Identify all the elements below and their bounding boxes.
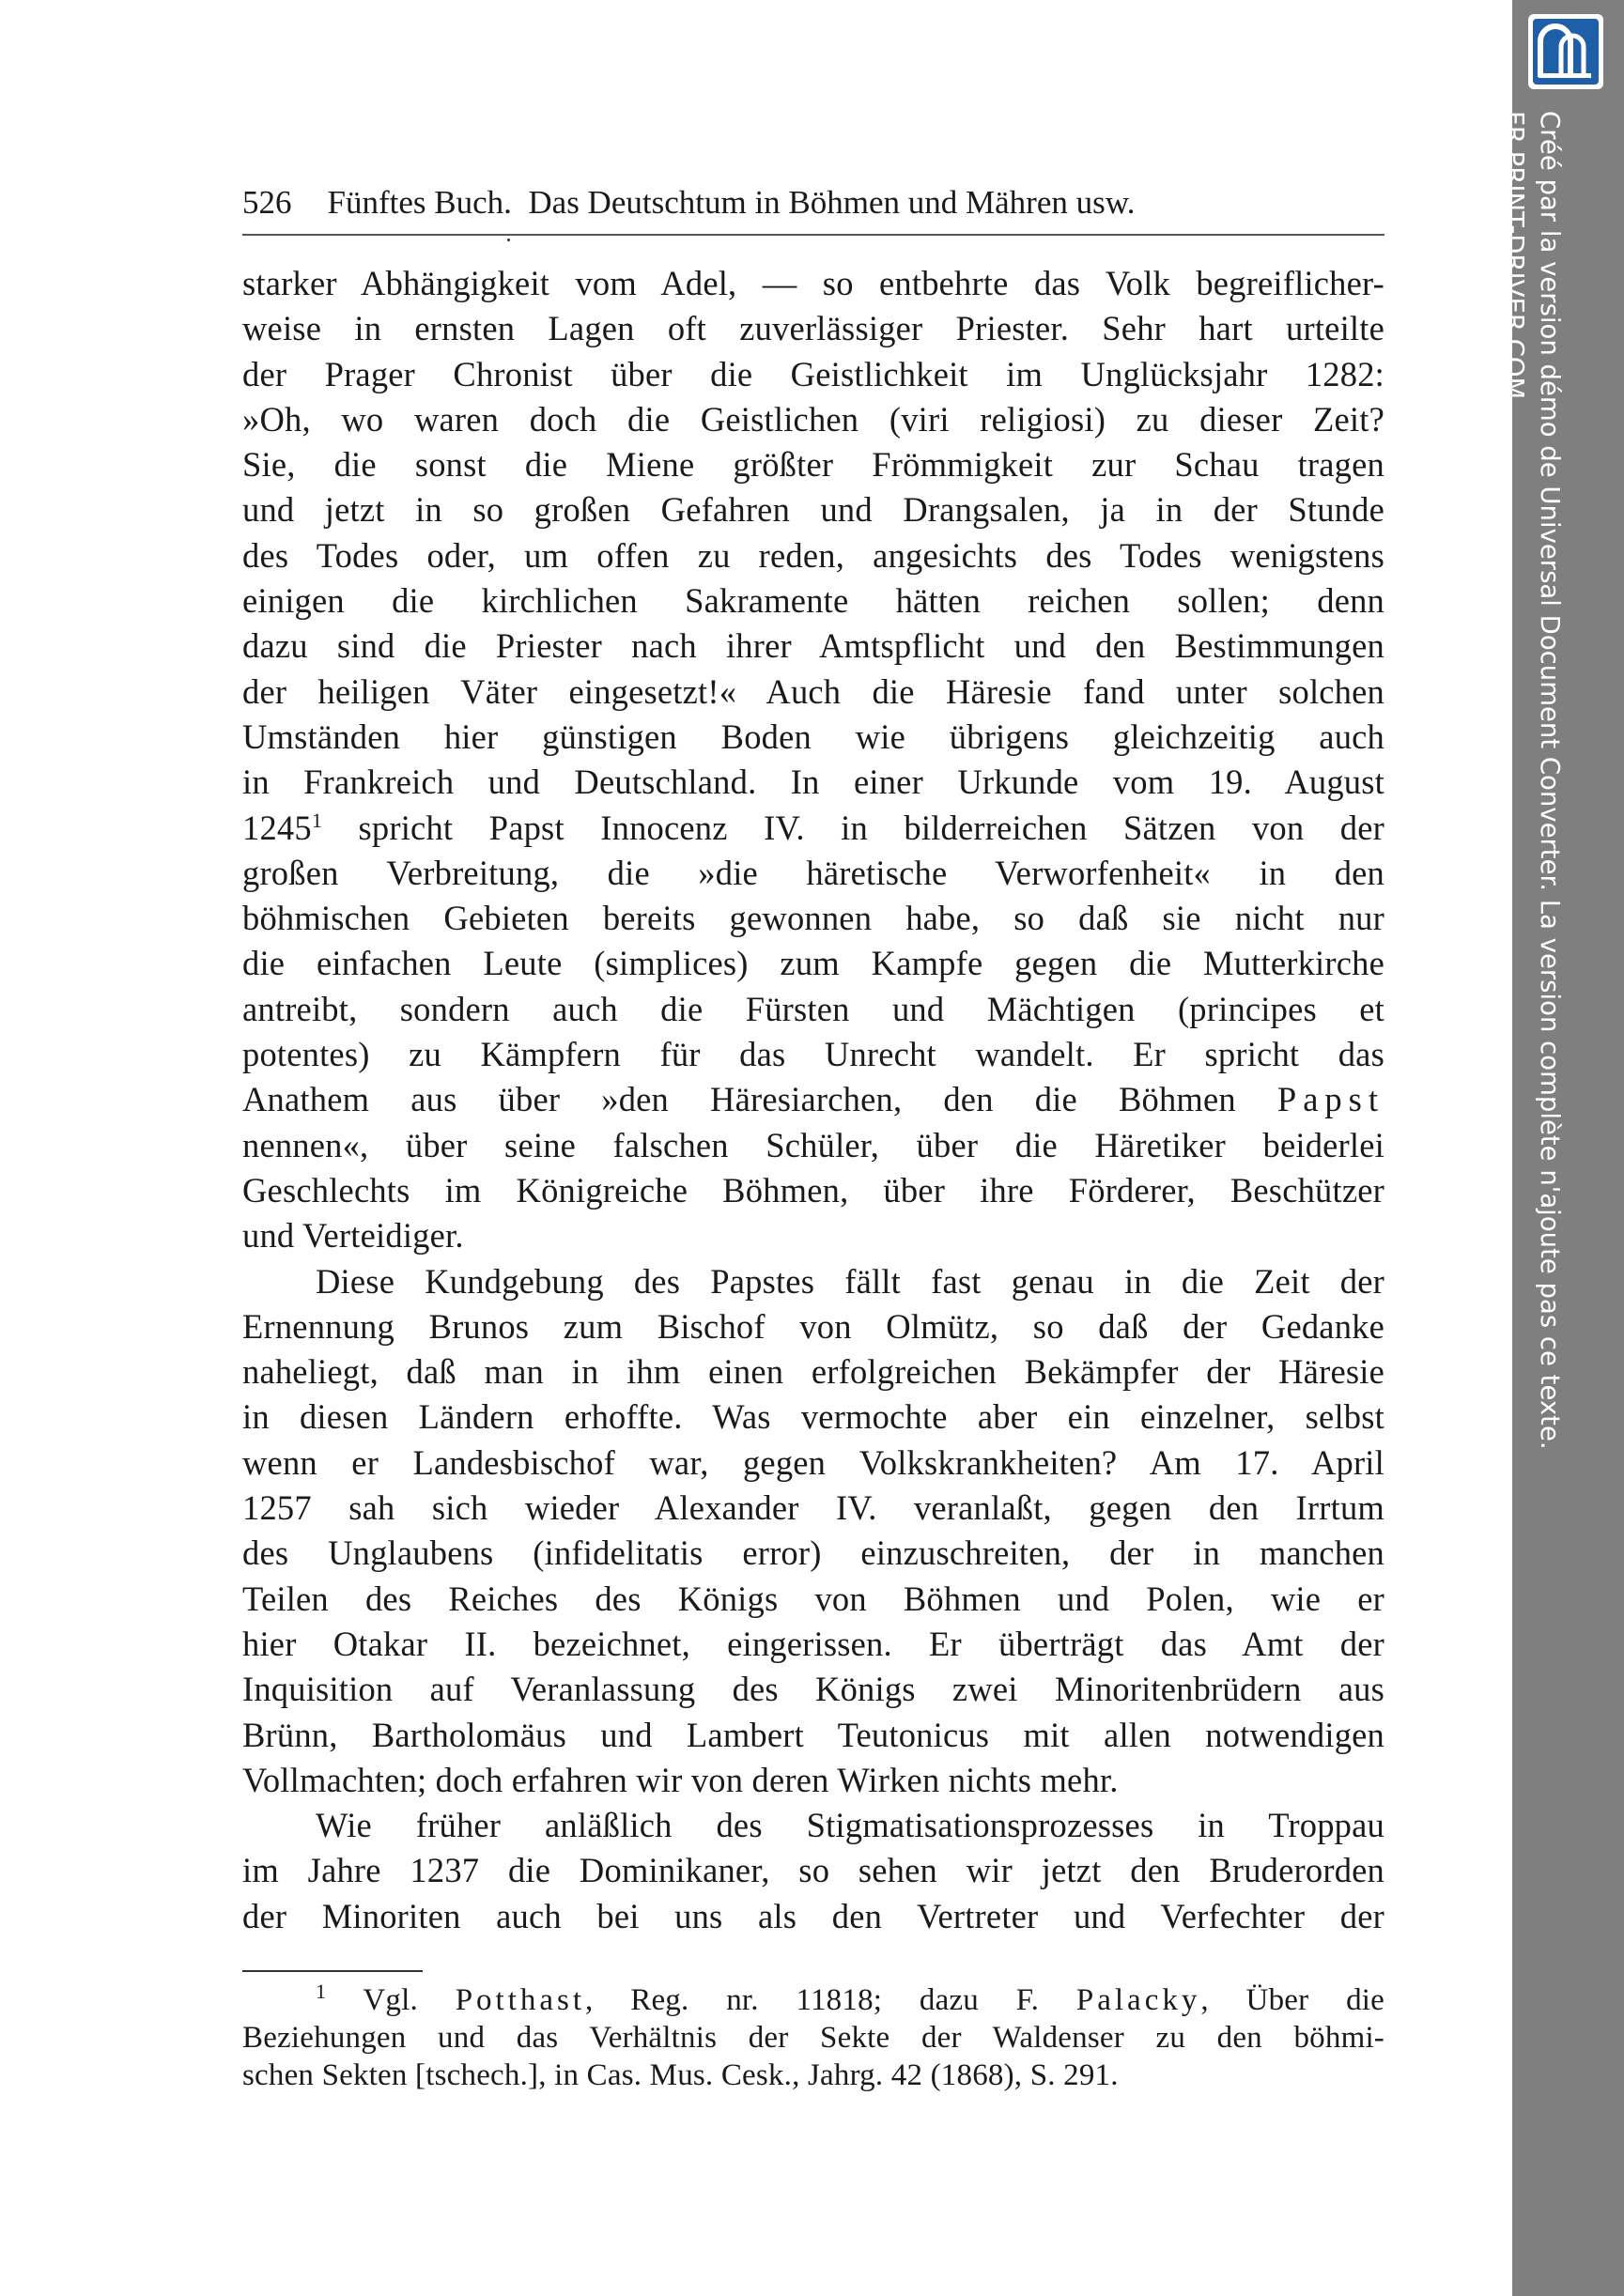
watermark-line-2: FR.PRINT-DRIVER.COM — [1499, 111, 1529, 400]
text-line: hier Otakar II. bezeichnet, eingerissen. Er überträgt das Amt der — [242, 1624, 1384, 1663]
header-rule — [242, 234, 1384, 236]
text-line: der Prager Chronist über die Geistlichkeit im Unglücksjahr 1282: — [242, 354, 1384, 393]
text-line: naheliegt, daß man in ihm einen erfolgreichen Bekämpfer der Häresie — [242, 1352, 1384, 1392]
watermark-text — [1496, 111, 1568, 1450]
text-line: in diesen Ländern erhoffte. Was vermochte aber ein einzelner, selbst — [242, 1397, 1384, 1437]
text-line: Inquisition auf Veranlassung des Königs zwei Minoritenbrüdern aus — [242, 1670, 1384, 1709]
text-line — [242, 809, 1384, 847]
text-line: und Verteidiger. — [242, 1216, 464, 1256]
udc-logo-icon — [1527, 13, 1604, 90]
text-line: der heiligen Väter eingesetzt!« Auch die Häresie fand unter solchen — [242, 671, 1384, 711]
text-fragment: Vgl. — [326, 1983, 456, 2017]
text-line: dazu sind die Priester nach ihrer Amtspflicht und den Bestimmungen — [242, 626, 1384, 666]
text-line: Vollmachten; doch erfahren wir von deren Wirken nichts mehr. — [242, 1760, 1119, 1799]
footnote-end — [242, 2057, 1384, 2094]
footnote-rule — [242, 1970, 423, 1972]
text-fragment: Anathem aus über »den Häresiarchen, den die Böhmen — [242, 1080, 1277, 1119]
text-line: der Minoriten auch bei uns als den Vertreter und Verfechter der — [242, 1896, 1384, 1935]
text-line: nennen«, über seine falschen Schüler, über die Häretiker beiderlei — [242, 1125, 1384, 1164]
text-line: Brünn, Bartholomäus und Lambert Teutonicus mit allen notwendigen — [242, 1715, 1384, 1754]
paragraph-3 — [242, 1803, 1384, 1939]
text-line: Wie früher anläßlich des Stigmatisationsprozesses in Troppau — [316, 1806, 1384, 1845]
watermark-line-1: Créé par la version démo de Universal Document Converter. La version complète n'ajoute pas ce texte. — [1535, 111, 1565, 1450]
text-fragment: spricht Papst Innocenz IV. in bilderreichen Sätzen von der — [322, 808, 1384, 847]
text-line — [316, 1980, 1384, 2017]
text-line: wenn er Landesbischof war, gegen Volkskrankheiten? Am 17. April — [242, 1442, 1384, 1482]
text-line — [242, 1080, 1384, 1118]
text-line: Teilen des Reiches des Königs von Böhmen und Polen, wie er — [242, 1579, 1384, 1618]
text-line: potentes) zu Kämpfern für das Unrecht wandelt. Er spricht das — [242, 1035, 1384, 1074]
text-line: im Jahre 1237 die Dominikaner, so sehen wir jetzt den Bruderorden — [242, 1851, 1384, 1890]
running-title: Fünftes Buch. Das Deutschtum in Böhmen und Mähren usw. — [327, 184, 1136, 221]
text-line: böhmischen Gebieten bereits gewonnen habe, so daß sie nicht nur — [242, 899, 1384, 938]
text-line: Sie, die sonst die Miene größter Frömmigkeit zur Schau tragen — [242, 445, 1384, 485]
text-line: großen Verbreitung, die »die häretische Verworfenheit« in den — [242, 853, 1384, 892]
text-line: Diese Kundgebung des Papstes fällt fast genau in die Zeit der — [316, 1261, 1384, 1301]
text-fragment: , Reg. nr. 11818; dazu F. — [585, 1983, 1076, 2017]
text-fragment: , Über die — [1200, 1983, 1384, 2017]
text-line: 1257 sah sich wieder Alexander IV. veranlaßt, gegen den Irrtum — [242, 1488, 1384, 1528]
spaced-word: Papst — [1276, 1080, 1384, 1119]
text-line: in Frankreich und Deutschland. In einer Urkunde vom 19. August — [242, 763, 1384, 802]
text-line: Ernennung Brunos zum Bischof von Olmütz, so daß der Gedanke — [242, 1306, 1384, 1346]
text-line: Umständen hier günstigen Boden wie übrigens gleichzeitig auch — [242, 717, 1384, 756]
text-line: starker Abhängigkeit vom Adel, — so entbehrte das Volk begreiflicher- — [242, 264, 1384, 302]
paragraph-2-end — [242, 1758, 1384, 1803]
author-name: Potthast — [455, 1983, 586, 2017]
paragraph-1 — [242, 261, 1384, 1213]
text-line: weise in ernsten Lagen oft zuverlässiger Priester. Sehr hart urteilte — [242, 309, 1384, 348]
text-line: Geschlechts im Königreiche Böhmen, über ihre Förderer, Beschützer — [242, 1170, 1384, 1210]
page-number: 526 — [242, 184, 292, 221]
text-line: Beziehungen und das Verhältnis der Sekte der Waldenser zu den böhmi- — [242, 2021, 1384, 2055]
footnote-reference: 1 — [311, 808, 323, 832]
text-line: schen Sekten [tschech.], in Cas. Mus. Cesk., Jahrg. 42 (1868), S. 291. — [242, 2058, 1119, 2092]
text-line: antreibt, sondern auch die Fürsten und Mächtigen (principes et — [242, 989, 1384, 1028]
paragraph-1-end — [242, 1213, 1384, 1258]
body-text — [242, 261, 1384, 1939]
paragraph-2 — [242, 1259, 1384, 1758]
text-line: und jetzt in so großen Gefahren und Drangsalen, ja in der Stunde — [242, 490, 1384, 530]
running-header — [242, 184, 1384, 222]
text-line: einigen die kirchlichen Sakramente hätten reichen sollen; denn — [242, 581, 1384, 621]
footnote-text — [242, 1981, 1384, 2057]
footnote — [242, 1981, 1384, 2094]
text-fragment: 1245 — [242, 808, 312, 847]
header-dot — [507, 239, 510, 241]
text-line: des Unglaubens (infidelitatis error) einzuschreiten, der in manchen — [242, 1533, 1384, 1573]
text-line: »Oh, wo waren doch die Geistlichen (viri religiosi) zu dieser Zeit? — [242, 399, 1384, 439]
footnote-marker: 1 — [316, 1980, 327, 2003]
author-name: Palacky — [1075, 1983, 1201, 2017]
text-line: des Todes oder, um offen zu reden, angesichts des Todes wenigstens — [242, 535, 1384, 575]
text-line: die einfachen Leute (simplices) zum Kampfe gegen die Mutterkirche — [242, 944, 1384, 983]
